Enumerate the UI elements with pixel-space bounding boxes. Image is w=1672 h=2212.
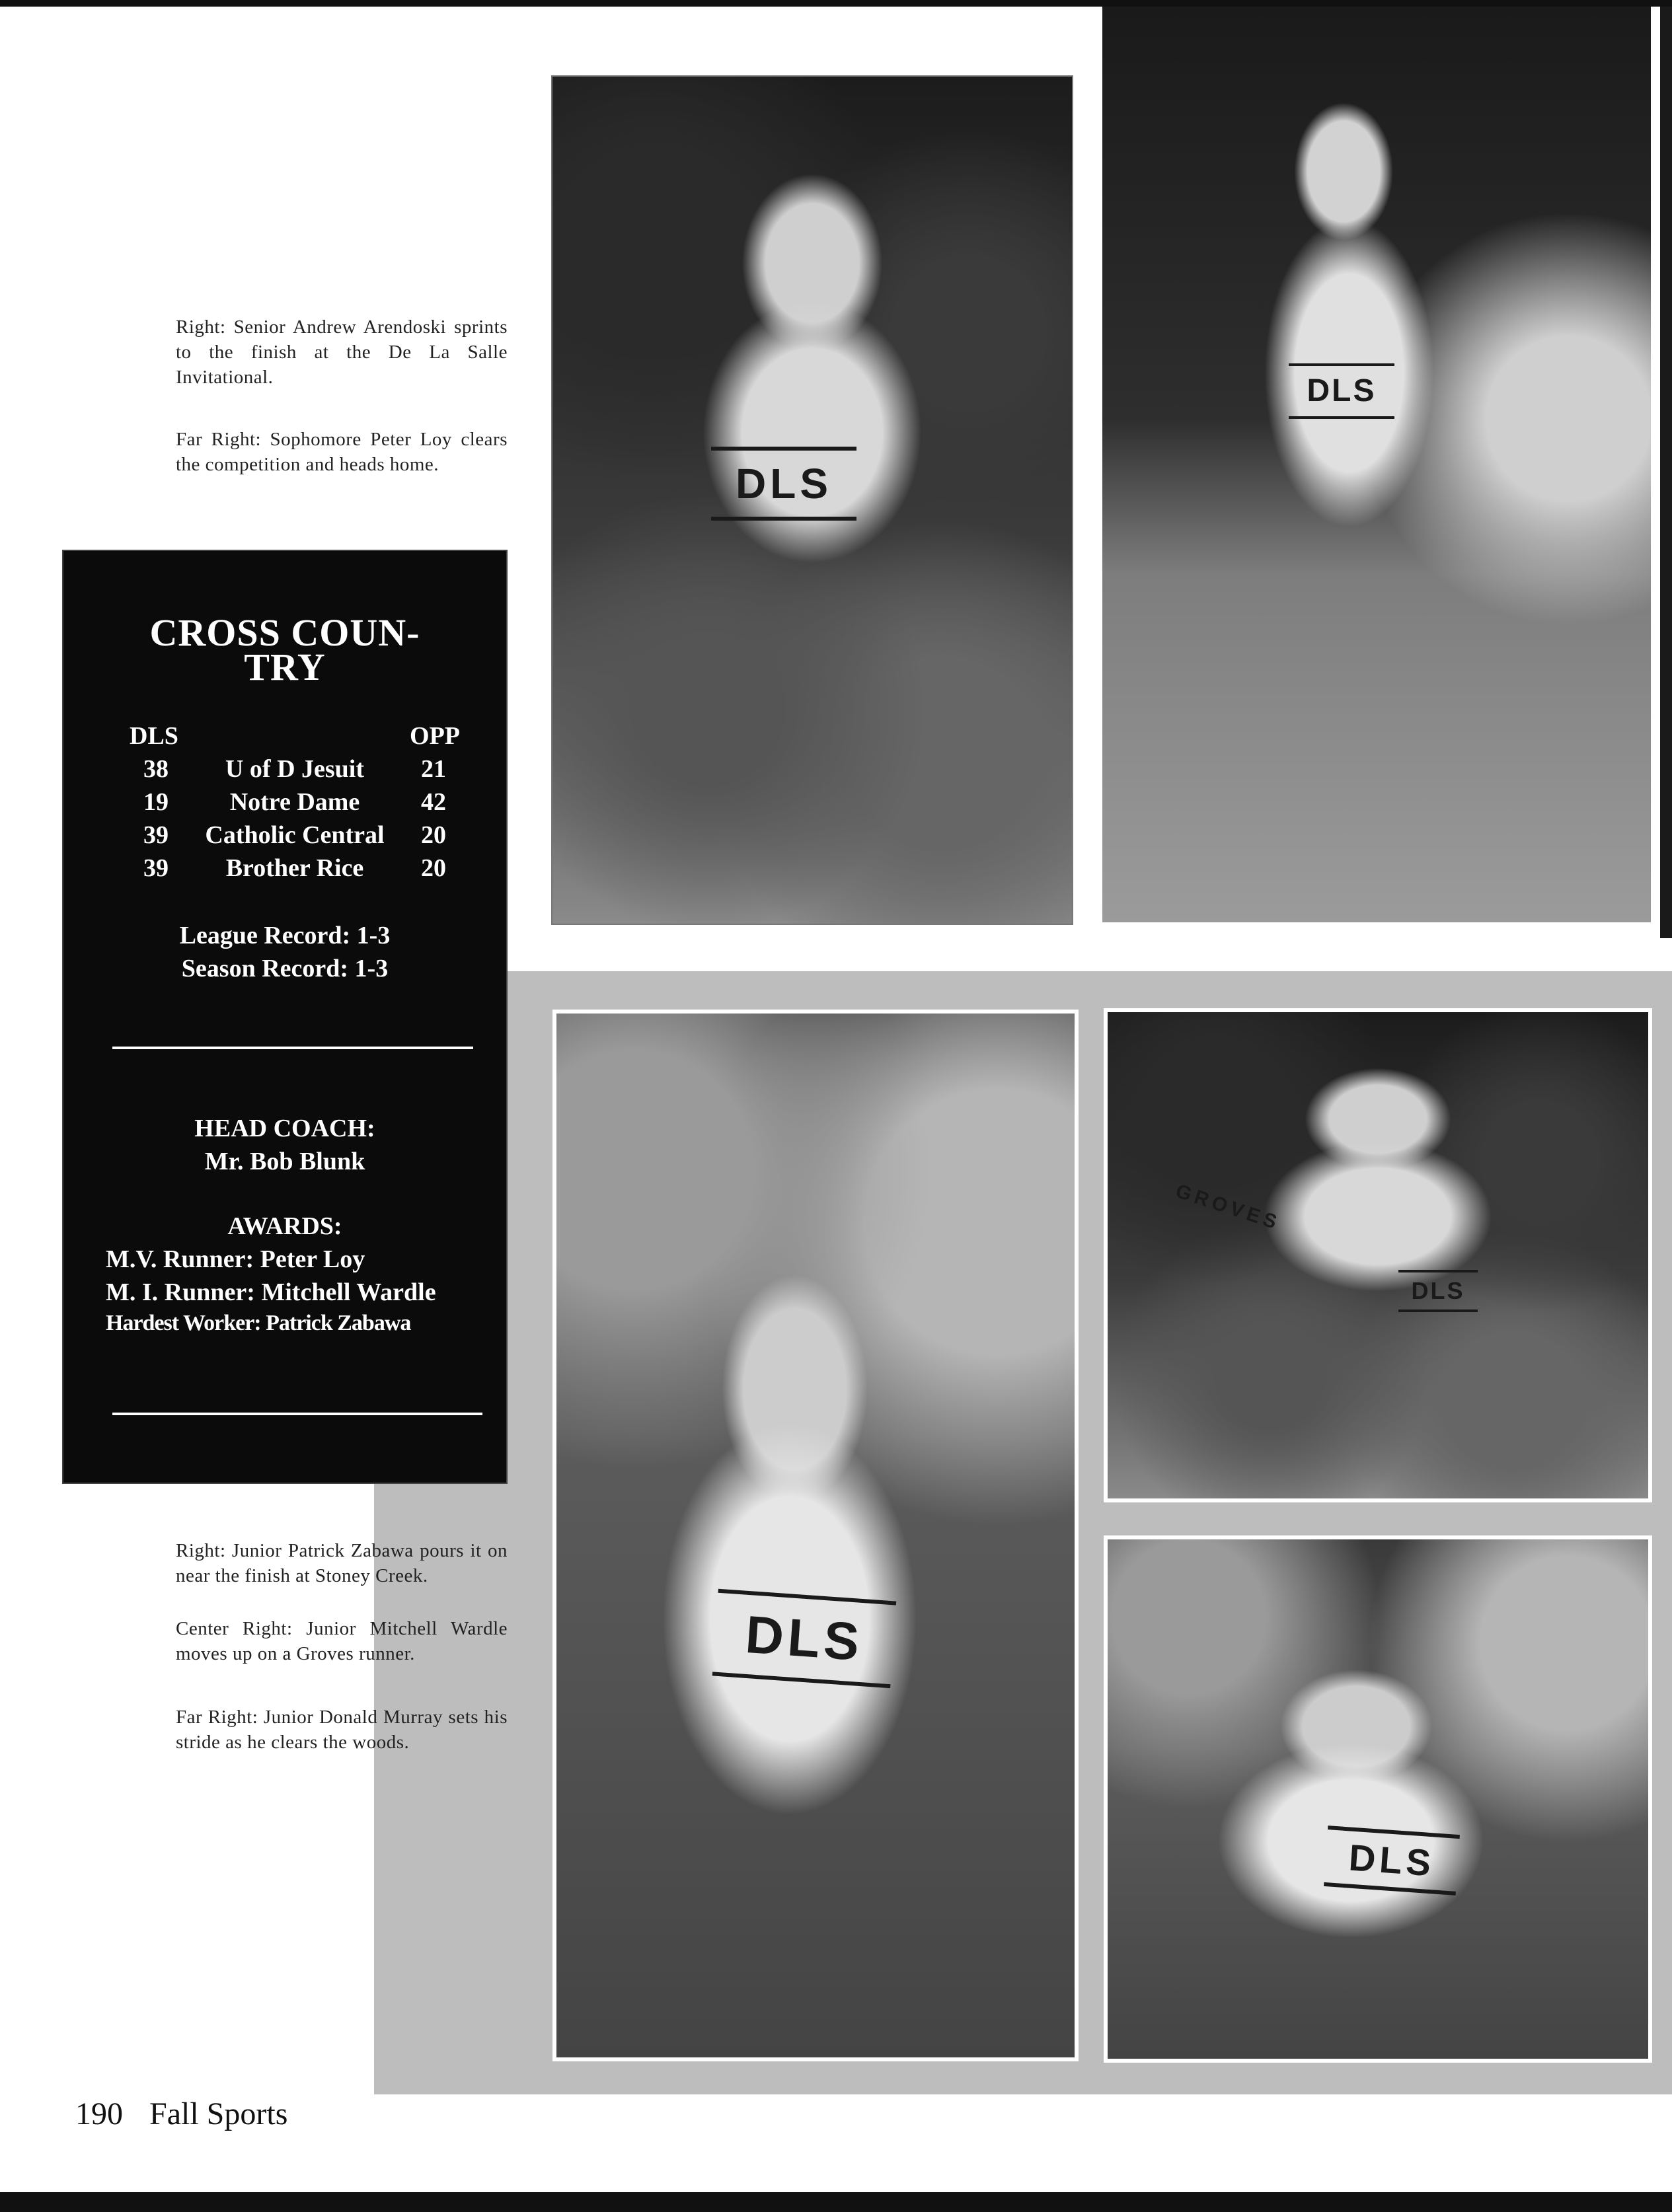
table-row xyxy=(130,755,460,788)
jersey-lettering: DLS xyxy=(1324,1825,1460,1896)
photo-mitchell-wardle xyxy=(1104,1008,1652,1502)
divider xyxy=(112,1413,482,1415)
section-name: Fall Sports xyxy=(149,2096,288,2131)
awards-heading: AWARDS: xyxy=(227,1212,342,1240)
scan-edge-top xyxy=(0,0,1672,7)
opp-score: 42 xyxy=(421,788,446,816)
photo-donald-murray xyxy=(1104,1535,1652,2063)
coach-name: Mr. Bob Blunk xyxy=(204,1148,365,1175)
col-header-opp: OPP xyxy=(410,722,460,750)
opp-score: 20 xyxy=(421,854,446,882)
caption-mitchell-wardle: Center Right: Junior Mitchell Wardle moves up on a Groves runner. xyxy=(176,1618,508,1664)
dls-score: 39 xyxy=(143,854,169,882)
dls-score: 39 xyxy=(143,821,169,849)
photo-andrew-arendoski xyxy=(551,75,1073,925)
season-record: Season Record: 1-3 xyxy=(181,955,389,982)
opponent-name: Catholic Central xyxy=(205,821,385,849)
caption-andrew-arendoski: Right: Senior Andrew Arendoski sprints to the finish at the De La Salle Invitational. xyxy=(176,316,508,388)
league-record: League Record: 1-3 xyxy=(179,922,391,949)
page-number: 190 xyxy=(75,2096,123,2131)
table-row xyxy=(130,821,460,854)
table-row xyxy=(130,854,460,887)
opponent-name: Brother Rice xyxy=(225,854,364,882)
page-edge-strip xyxy=(1660,7,1672,938)
table-row xyxy=(130,788,460,821)
opponent-name: Notre Dame xyxy=(229,788,360,816)
scan-edge-bottom xyxy=(0,2192,1672,2212)
jersey-lettering: DLS xyxy=(1289,363,1394,419)
jersey-lettering: GROVES xyxy=(1172,1180,1283,1235)
coach-heading: HEAD COACH: xyxy=(194,1115,375,1142)
award-hardest-worker: Hardest Worker: Patrick Zabawa xyxy=(106,1311,411,1335)
stats-title-line1: CROSS COUN- xyxy=(149,611,420,654)
dls-score: 38 xyxy=(143,755,169,783)
award-mv-runner: M.V. Runner: Peter Loy xyxy=(106,1245,365,1273)
jersey-lettering: DLS xyxy=(712,1589,897,1689)
cross-country-stats-box xyxy=(62,550,508,1484)
jersey-lettering: DLS xyxy=(1398,1270,1478,1312)
page-folio xyxy=(75,2096,287,2132)
opponent-name: U of D Jesuit xyxy=(225,755,365,783)
stats-title-line2: TRY xyxy=(244,645,326,688)
meet-results-table xyxy=(130,721,460,887)
caption-peter-loy: Far Right: Sophomore Peter Loy clears the competition and heads home. xyxy=(176,429,508,475)
photo-patrick-zabawa xyxy=(552,1010,1079,2061)
results-header-row xyxy=(130,721,460,755)
caption-patrick-zabawa: Right: Junior Patrick Zabawa pours it on near the finish at Stoney Creek. xyxy=(176,1540,508,1586)
meet-results xyxy=(130,721,460,887)
dls-score: 19 xyxy=(143,788,169,816)
jersey-lettering: DLS xyxy=(711,447,856,521)
col-header-dls: DLS xyxy=(130,722,178,750)
opp-score: 21 xyxy=(421,755,446,783)
caption-donald-murray: Far Right: Junior Donald Murray sets his stride as he clears the woods. xyxy=(176,1707,508,1753)
divider xyxy=(112,1047,473,1049)
photo-peter-loy xyxy=(1102,7,1651,922)
award-mi-runner: M. I. Runner: Mitchell Wardle xyxy=(106,1278,436,1306)
stats-title xyxy=(63,611,506,688)
opp-score: 20 xyxy=(421,821,446,849)
